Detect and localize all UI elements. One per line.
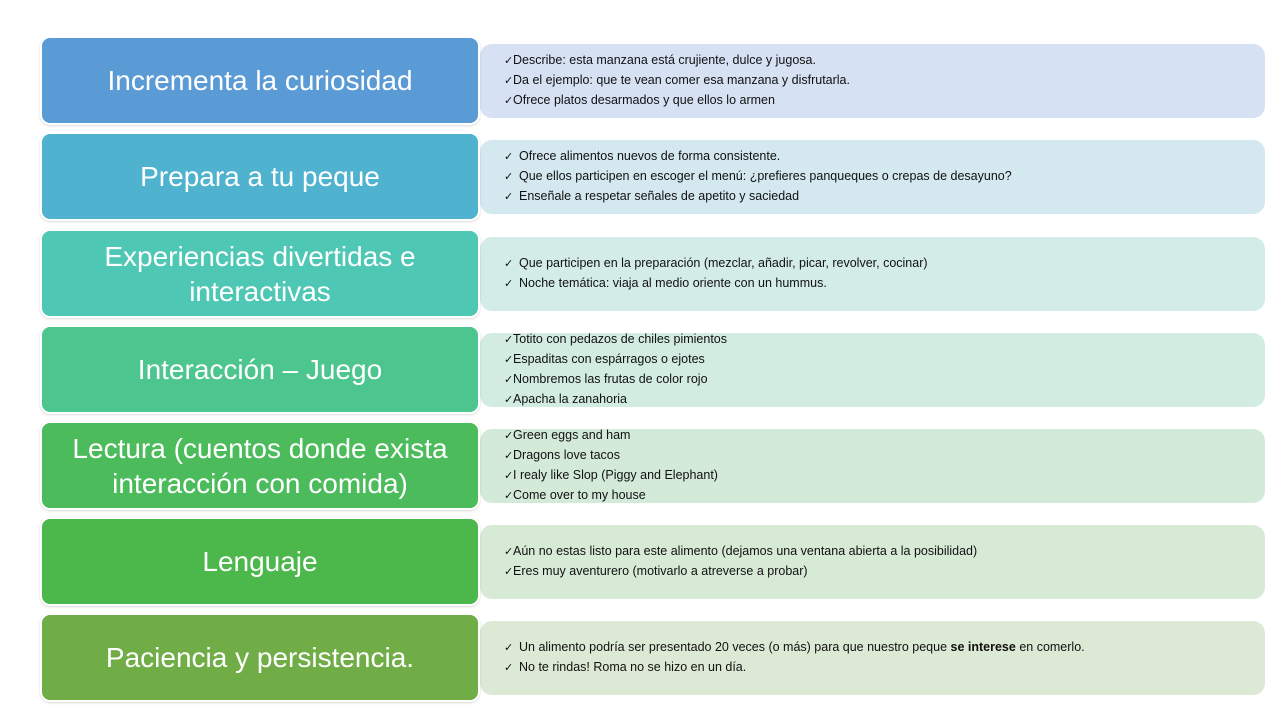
bullet-item: [504, 91, 1245, 111]
bullet-text-rich: Un alimento podría ser presentado 20 veces (o más) para que nuestro peque se interese en comerlo.: [519, 640, 1085, 654]
checkmark-icon: ✓: [504, 354, 514, 366]
bullet-item: [504, 350, 1245, 370]
bullet-item: [504, 51, 1245, 71]
row-title: Prepara a tu peque: [40, 132, 480, 221]
bullet-text: I realy like Slop (Piggy and Elephant): [513, 468, 718, 482]
bullet-text: Da el ejemplo: que te vean comer esa manzana y disfrutarla.: [513, 73, 850, 87]
bullet-text: Noche temática: viaja al medio oriente con un hummus.: [519, 276, 827, 290]
checkmark-icon: ✓: [504, 334, 514, 346]
bullet-text: Eres muy aventurero (motivarlo a atreverse a probar): [513, 564, 808, 578]
row-title: Experiencias divertidas e interactivas: [40, 229, 480, 318]
bullet-item: [504, 446, 1245, 466]
checkmark-icon: ✓: [504, 151, 514, 163]
bullet-item: [504, 426, 1245, 446]
row-interaccion: [0, 325, 1280, 415]
bullet-text: Que participen en la preparación (mezclar, añadir, picar, revolver, cocinar): [519, 256, 928, 270]
checkmark-icon: ✓: [504, 642, 514, 654]
bullet-item: [504, 147, 1245, 167]
checkmark-icon: ✓: [504, 171, 514, 183]
row-title: Incrementa la curiosidad: [40, 36, 480, 125]
row-curiosidad: [0, 36, 1280, 126]
row-lenguaje: [0, 517, 1280, 607]
bullet-item: [504, 466, 1245, 486]
checkmark-icon: ✓: [504, 546, 514, 558]
checkmark-icon: ✓: [504, 470, 514, 482]
bullet-text: Ofrece alimentos nuevos de forma consistente.: [519, 149, 781, 163]
bullet-item: [504, 390, 1245, 410]
bullet-text: Apacha la zanahoria: [513, 392, 627, 406]
row-content: [480, 525, 1265, 599]
bullet-text: No te rindas! Roma no se hizo en un día.: [519, 660, 747, 674]
bullet-item: [504, 71, 1245, 91]
checkmark-icon: ✓: [504, 450, 514, 462]
bullet-item: [504, 562, 1245, 582]
emphasis-text: se interese: [950, 640, 1016, 654]
checkmark-icon: ✓: [504, 191, 514, 203]
row-prepara: [0, 132, 1280, 222]
checkmark-icon: ✓: [504, 374, 514, 386]
bullet-item: [504, 658, 1245, 678]
row-content: [480, 140, 1265, 214]
row-title: Interacción – Juego: [40, 325, 480, 414]
bullet-text: Nombremos las frutas de color rojo: [513, 372, 708, 386]
bullet-item: [504, 274, 1245, 294]
bullet-item: [504, 167, 1245, 187]
bullet-item: [504, 254, 1245, 274]
checkmark-icon: ✓: [504, 430, 514, 442]
bullet-text: Enseñale a respetar señales de apetito y saciedad: [519, 189, 800, 203]
bullet-item: [504, 542, 1245, 562]
checkmark-icon: ✓: [504, 55, 514, 67]
row-title: Lectura (cuentos donde exista interacción con comida): [40, 421, 480, 510]
bullet-item: [504, 370, 1245, 390]
checkmark-icon: ✓: [504, 566, 514, 578]
bullet-text: Come over to my house: [513, 488, 646, 502]
bullet-text: Aún no estas listo para este alimento (dejamos una ventana abierta a la posibilidad): [513, 544, 978, 558]
row-content: [480, 44, 1265, 118]
checkmark-icon: ✓: [504, 490, 514, 502]
row-title: Paciencia y persistencia.: [40, 613, 480, 702]
bullet-item: [504, 486, 1245, 506]
row-content: [480, 333, 1265, 407]
bullet-text: Describe: esta manzana está crujiente, dulce y jugosa.: [513, 53, 816, 67]
bullet-text: Green eggs and ham: [513, 428, 631, 442]
row-content: [480, 621, 1265, 695]
row-paciencia: [0, 613, 1280, 703]
bullet-item: [504, 638, 1245, 658]
checkmark-icon: ✓: [504, 258, 514, 270]
checkmark-icon: ✓: [504, 75, 514, 87]
bullet-text: Que ellos participen en escoger el menú: ¿prefieres panqueques o crepas de desayuno?: [519, 169, 1012, 183]
bullet-text: Espaditas con espárragos o ejotes: [513, 352, 705, 366]
row-lectura: [0, 421, 1280, 511]
bullet-text: Ofrece platos desarmados y que ellos lo armen: [513, 93, 775, 107]
row-content: [480, 429, 1265, 503]
checkmark-icon: ✓: [504, 394, 514, 406]
checkmark-icon: ✓: [504, 662, 514, 674]
bullet-text: Dragons love tacos: [513, 448, 621, 462]
row-experiencias: [0, 229, 1280, 319]
row-content: [480, 237, 1265, 311]
checkmark-icon: ✓: [504, 95, 514, 107]
bullet-text: Totito con pedazos de chiles pimientos: [513, 332, 728, 346]
checkmark-icon: ✓: [504, 278, 514, 290]
bullet-item: [504, 330, 1245, 350]
row-title: Lenguaje: [40, 517, 480, 606]
bullet-item: [504, 187, 1245, 207]
